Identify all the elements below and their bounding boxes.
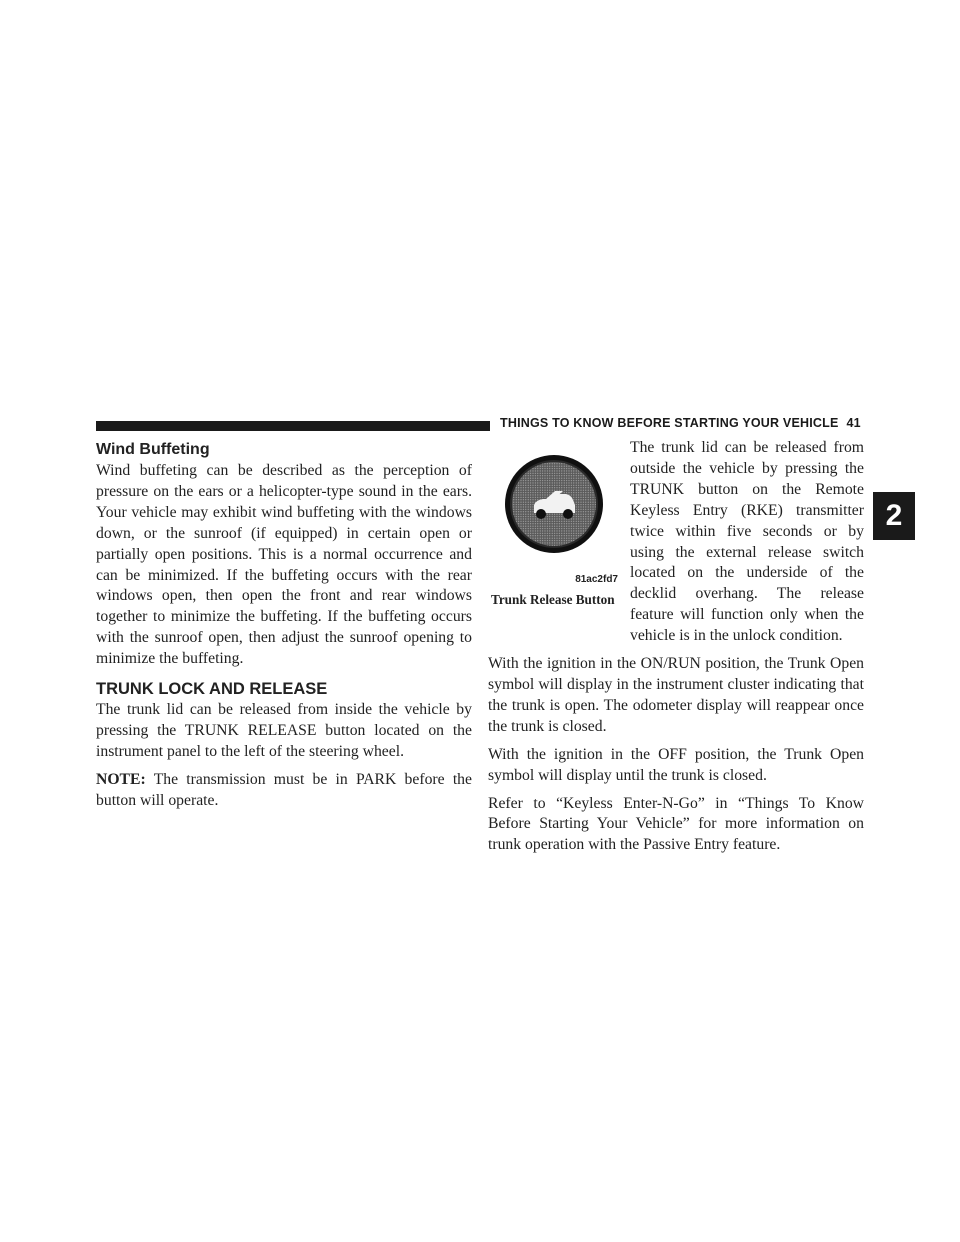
note-label: NOTE: [96,770,146,788]
left-column [96,441,472,819]
header-title-text: THINGS TO KNOW BEFORE STARTING YOUR VEHICLE [500,416,839,430]
header-rule [96,421,490,431]
trunk-release-figure [488,441,620,621]
note-paragraph [96,770,472,812]
trunk-release-paragraph: The trunk lid can be released from inside the vehicle by pressing the TRUNK RELEASE button located on the instrument panel to the left of the steering wheel. [96,701,472,760]
external-release-paragraph: The trunk lid can be released from outside the vehicle by pressing the TRUNK button on the Remote Keyless Entry (RKE) transmitter twice within five seconds or by using the external release switch located on the underside of the decklid overhang. The release feature will function only when the vehicle is in the unlock condition. [630,439,864,645]
figure-text [630,441,864,654]
refer-paragraph: Refer to “Keyless Enter-N-Go” in “Things To Know Before Starting Your Vehicle” for more information on trunk operation with the Passive Entry feature. [488,794,864,854]
figure-row [488,441,864,654]
right-column [488,441,864,863]
note-text: The transmission must be in PARK before the button will operate. [96,770,472,809]
running-header [500,416,865,430]
figure-caption: Trunk Release Button [491,592,615,607]
chapter-tab: 2 [873,492,915,540]
wind-buffeting-paragraph: Wind buffeting can be described as the perception of pressure on the ears or a helicopter-type sound in the ears. Your vehicle may exhibit wind buffeting with the windows down, or the sunroof (if equipped) in certain open or partially open positions. This is a normal occurrence and can be minimized. If the buffeting occurs with the rear windows open, then open the front and rear windows together to minimize the buffeting. If the buffeting occurs with the sunroof open, then adjust the sunroof opening to minimize the buffeting. [96,462,472,668]
off-paragraph: With the ignition in the OFF position, the Trunk Open symbol will display until the trunk is closed. [488,745,864,784]
trunk-lock-heading: TRUNK LOCK AND RELEASE [96,680,328,699]
page-number: 41 [846,416,861,430]
on-run-paragraph: With the ignition in the ON/RUN position, the Trunk Open symbol will display in the instrument cluster indicating that the trunk is open. The odometer display will reappear once the trunk is closed. [488,655,864,735]
figure-id: 81ac2fd7 [575,574,618,585]
wind-buffeting-heading: Wind Buffeting [96,441,210,458]
trunk-release-button-icon [503,453,605,555]
